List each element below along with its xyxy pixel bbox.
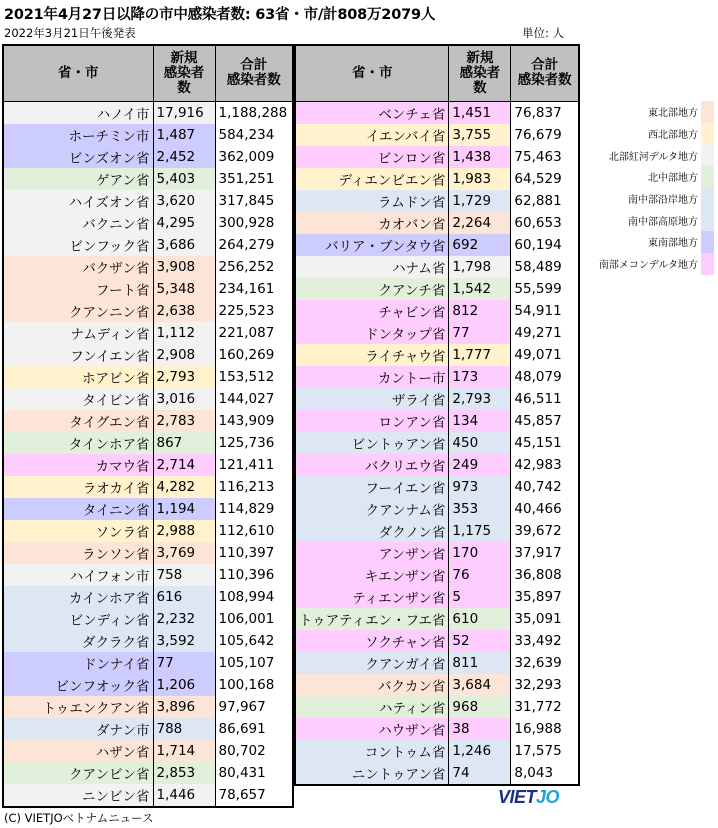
table-row [295, 234, 579, 256]
total-cases-cell: 112,610 [215, 520, 293, 542]
new-cases-cell: 1,206 [153, 674, 215, 696]
table-row [295, 498, 579, 520]
legend-label: 南部メコンデルタ地方 [598, 260, 698, 272]
total-cases-cell: 351,251 [215, 168, 293, 190]
table-row [3, 388, 293, 410]
legend-swatch [701, 144, 714, 166]
province-name: ダナン市 [3, 718, 153, 740]
legend-label: 北部紅河デルタ地方 [608, 151, 698, 163]
total-cases-cell: 62,881 [511, 190, 579, 212]
table-row [3, 168, 293, 190]
new-cases-cell: 1,777 [449, 344, 511, 366]
total-cases-cell: 55,599 [511, 278, 579, 300]
province-name: ロンアン省 [295, 410, 449, 432]
province-name: ビンロン省 [295, 146, 449, 168]
legend-label: 北中部地方 [648, 173, 698, 185]
table-row [295, 740, 579, 762]
legend-item [578, 209, 714, 231]
legend-item [578, 123, 714, 145]
total-cases-cell: 143,909 [215, 410, 293, 432]
new-cases-cell: 170 [449, 542, 511, 564]
province-name: イエンバイ省 [295, 124, 449, 146]
new-cases-cell: 2,793 [449, 388, 511, 410]
new-cases-cell: 134 [449, 410, 511, 432]
table-row [295, 388, 579, 410]
new-cases-cell: 2,264 [449, 212, 511, 234]
table-row [3, 322, 293, 344]
legend-item [578, 253, 714, 275]
province-name: ダクノン省 [295, 520, 449, 542]
table-row [295, 278, 579, 300]
province-name: フーイエン省 [295, 476, 449, 498]
legend-item [578, 188, 714, 210]
new-cases-cell: 1,194 [153, 498, 215, 520]
new-cases-cell: 968 [449, 696, 511, 718]
table-row [3, 101, 293, 124]
new-cases-cell: 811 [449, 652, 511, 674]
legend-item [578, 144, 714, 166]
province-name: ハイフォン市 [3, 564, 153, 586]
total-cases-cell: 37,917 [511, 542, 579, 564]
header-total-cases: 合計 感染者数 [215, 45, 293, 101]
province-name: ハティン省 [295, 696, 449, 718]
new-cases-cell: 5,403 [153, 168, 215, 190]
table-row [295, 256, 579, 278]
legend-label: 東北部地方 [648, 108, 698, 120]
new-cases-cell: 1,438 [449, 146, 511, 168]
province-name: カオバン省 [295, 212, 449, 234]
table-row [295, 300, 579, 322]
table-row [295, 762, 579, 785]
total-cases-cell: 54,911 [511, 300, 579, 322]
province-name: カインホア省 [3, 586, 153, 608]
new-cases-cell: 973 [449, 476, 511, 498]
total-cases-cell: 49,071 [511, 344, 579, 366]
new-cases-cell: 867 [153, 432, 215, 454]
new-cases-cell: 2,793 [153, 366, 215, 388]
logo-text-viet: VIET [498, 787, 537, 807]
table-row [3, 278, 293, 300]
table-row [295, 630, 579, 652]
legend-label: 南中部沿岸地方 [628, 195, 698, 207]
total-cases-cell: 144,027 [215, 388, 293, 410]
table-row [3, 542, 293, 564]
total-cases-cell: 42,983 [511, 454, 579, 476]
province-name: ビンフオック省 [3, 674, 153, 696]
province-name: クアンニン省 [3, 300, 153, 322]
total-cases-cell: 221,087 [215, 322, 293, 344]
table-row [3, 564, 293, 586]
legend-item [578, 166, 714, 188]
table-row [3, 454, 293, 476]
header-new-cases: 新規 感染者 数 [153, 45, 215, 101]
publish-date: 2022年3月21日午後発表 [4, 26, 136, 40]
table-row [3, 366, 293, 388]
new-cases-cell: 1,487 [153, 124, 215, 146]
table-row [295, 410, 579, 432]
new-cases-cell: 3,620 [153, 190, 215, 212]
province-name: ゲアン省 [3, 168, 153, 190]
province-name: ライチャウ省 [295, 344, 449, 366]
total-cases-cell: 264,279 [215, 234, 293, 256]
new-cases-cell: 3,684 [449, 674, 511, 696]
province-name: フート省 [3, 278, 153, 300]
new-cases-cell: 758 [153, 564, 215, 586]
new-cases-cell: 3,896 [153, 696, 215, 718]
province-name: クアンチ省 [295, 278, 449, 300]
legend-swatch [701, 209, 714, 231]
table-row [295, 674, 579, 696]
province-name: タイニン省 [3, 498, 153, 520]
table-row [295, 652, 579, 674]
new-cases-cell: 2,908 [153, 344, 215, 366]
vietjo-logo [498, 787, 559, 808]
province-name: ティエンザン省 [295, 586, 449, 608]
table-row [3, 234, 293, 256]
legend-item [578, 231, 714, 253]
new-cases-cell: 2,853 [153, 762, 215, 784]
new-cases-cell: 4,295 [153, 212, 215, 234]
total-cases-cell: 584,234 [215, 124, 293, 146]
new-cases-cell: 3,755 [449, 124, 511, 146]
table-row [295, 344, 579, 366]
new-cases-cell: 1,714 [153, 740, 215, 762]
province-name: ラムドン省 [295, 190, 449, 212]
total-cases-cell: 40,742 [511, 476, 579, 498]
province-name: ディエンビエン省 [295, 168, 449, 190]
table-row [3, 608, 293, 630]
table-row [3, 300, 293, 322]
legend-label: 西北部地方 [648, 130, 698, 142]
total-cases-cell: 8,043 [511, 762, 579, 785]
new-cases-cell: 2,714 [153, 454, 215, 476]
new-cases-cell: 788 [153, 718, 215, 740]
new-cases-cell: 1,729 [449, 190, 511, 212]
legend-swatch [701, 188, 714, 210]
total-cases-cell: 31,772 [511, 696, 579, 718]
table-row [295, 542, 579, 564]
table-row [295, 696, 579, 718]
new-cases-cell: 1,798 [449, 256, 511, 278]
province-name: バクカン省 [295, 674, 449, 696]
province-name: アンザン省 [295, 542, 449, 564]
table-row [3, 652, 293, 674]
new-cases-cell: 249 [449, 454, 511, 476]
cases-table-right [294, 44, 580, 786]
new-cases-cell: 450 [449, 432, 511, 454]
legend-label: 東南部地方 [648, 238, 698, 250]
province-name: ソクチャン省 [295, 630, 449, 652]
total-cases-cell: 153,512 [215, 366, 293, 388]
total-cases-cell: 86,691 [215, 718, 293, 740]
total-cases-cell: 78,657 [215, 784, 293, 807]
province-name: ダクラク省 [3, 630, 153, 652]
new-cases-cell: 76 [449, 564, 511, 586]
total-cases-cell: 60,653 [511, 212, 579, 234]
province-name: ビンズオン省 [3, 146, 153, 168]
new-cases-cell: 17,916 [153, 101, 215, 124]
table-row [3, 124, 293, 146]
table-row [3, 674, 293, 696]
province-name: バクニン省 [3, 212, 153, 234]
table-row [3, 476, 293, 498]
province-name: カントー市 [295, 366, 449, 388]
legend-swatch [701, 101, 714, 123]
new-cases-cell: 77 [449, 322, 511, 344]
table-row [295, 212, 579, 234]
province-name: ニントゥアン省 [295, 762, 449, 785]
total-cases-cell: 108,994 [215, 586, 293, 608]
total-cases-cell: 75,463 [511, 146, 579, 168]
legend-swatch [701, 123, 714, 145]
table-row [295, 432, 579, 454]
total-cases-cell: 16,988 [511, 718, 579, 740]
new-cases-cell: 3,686 [153, 234, 215, 256]
new-cases-cell: 2,638 [153, 300, 215, 322]
province-name: ハウザン省 [295, 718, 449, 740]
total-cases-cell: 45,151 [511, 432, 579, 454]
new-cases-cell: 5 [449, 586, 511, 608]
table-row [295, 190, 579, 212]
table-row [295, 520, 579, 542]
table-row [3, 498, 293, 520]
total-cases-cell: 58,489 [511, 256, 579, 278]
region-legend [578, 101, 714, 275]
province-name: ハノイ市 [3, 101, 153, 124]
new-cases-cell: 610 [449, 608, 511, 630]
legend-label: 南中部高原地方 [628, 216, 698, 228]
new-cases-cell: 2,783 [153, 410, 215, 432]
new-cases-cell: 1,542 [449, 278, 511, 300]
table-row [295, 101, 579, 124]
total-cases-cell: 105,642 [215, 630, 293, 652]
new-cases-cell: 1,175 [449, 520, 511, 542]
total-cases-cell: 1,188,288 [215, 101, 293, 124]
province-name: トゥアティエン・フエ省 [295, 608, 449, 630]
total-cases-cell: 121,411 [215, 454, 293, 476]
province-name: ホーチミン市 [3, 124, 153, 146]
table-row [295, 608, 579, 630]
province-name: ビンフック省 [3, 234, 153, 256]
total-cases-cell: 60,194 [511, 234, 579, 256]
total-cases-cell: 35,091 [511, 608, 579, 630]
table-row [295, 564, 579, 586]
new-cases-cell: 52 [449, 630, 511, 652]
province-name: ナムディン省 [3, 322, 153, 344]
table-row [295, 146, 579, 168]
new-cases-cell: 38 [449, 718, 511, 740]
table-row [295, 718, 579, 740]
table-row [3, 190, 293, 212]
province-name: キエンザン省 [295, 564, 449, 586]
province-name: ビンディン省 [3, 608, 153, 630]
total-cases-cell: 125,736 [215, 432, 293, 454]
new-cases-cell: 353 [449, 498, 511, 520]
total-cases-cell: 36,808 [511, 564, 579, 586]
new-cases-cell: 1,446 [153, 784, 215, 807]
province-name: バクザン省 [3, 256, 153, 278]
province-name: ザライ省 [295, 388, 449, 410]
province-name: ホアビン省 [3, 366, 153, 388]
province-name: ランソン省 [3, 542, 153, 564]
total-cases-cell: 76,679 [511, 124, 579, 146]
new-cases-cell: 3,908 [153, 256, 215, 278]
table-row [3, 762, 293, 784]
new-cases-cell: 1,451 [449, 101, 511, 124]
total-cases-cell: 46,511 [511, 388, 579, 410]
new-cases-cell: 5,348 [153, 278, 215, 300]
new-cases-cell: 74 [449, 762, 511, 785]
province-name: クアンナム省 [295, 498, 449, 520]
table-row [3, 432, 293, 454]
total-cases-cell: 160,269 [215, 344, 293, 366]
province-name: ハイズオン省 [3, 190, 153, 212]
new-cases-cell: 2,232 [153, 608, 215, 630]
total-cases-cell: 32,639 [511, 652, 579, 674]
new-cases-cell: 2,988 [153, 520, 215, 542]
province-name: タイグエン省 [3, 410, 153, 432]
total-cases-cell: 48,079 [511, 366, 579, 388]
total-cases-cell: 76,837 [511, 101, 579, 124]
table-row [295, 586, 579, 608]
province-name: クアンガイ省 [295, 652, 449, 674]
total-cases-cell: 110,396 [215, 564, 293, 586]
total-cases-cell: 40,466 [511, 498, 579, 520]
new-cases-cell: 1,983 [449, 168, 511, 190]
total-cases-cell: 234,161 [215, 278, 293, 300]
total-cases-cell: 32,293 [511, 674, 579, 696]
total-cases-cell: 35,897 [511, 586, 579, 608]
table-row [3, 520, 293, 542]
new-cases-cell: 3,016 [153, 388, 215, 410]
header-province: 省・市 [3, 45, 153, 101]
table-row [3, 630, 293, 652]
total-cases-cell: 100,168 [215, 674, 293, 696]
province-name: フンイエン省 [3, 344, 153, 366]
total-cases-cell: 116,213 [215, 476, 293, 498]
province-name: クアンビン省 [3, 762, 153, 784]
total-cases-cell: 110,397 [215, 542, 293, 564]
province-name: ハザン省 [3, 740, 153, 762]
table-row [3, 410, 293, 432]
total-cases-cell: 105,107 [215, 652, 293, 674]
legend-swatch [701, 253, 714, 275]
legend-swatch [701, 166, 714, 188]
total-cases-cell: 362,009 [215, 146, 293, 168]
table-row [3, 256, 293, 278]
total-cases-cell: 80,431 [215, 762, 293, 784]
province-name: カマウ省 [3, 454, 153, 476]
total-cases-cell: 114,829 [215, 498, 293, 520]
total-cases-cell: 317,845 [215, 190, 293, 212]
new-cases-cell: 3,769 [153, 542, 215, 564]
total-cases-cell: 49,271 [511, 322, 579, 344]
total-cases-cell: 300,928 [215, 212, 293, 234]
province-name: ハナム省 [295, 256, 449, 278]
new-cases-cell: 616 [153, 586, 215, 608]
header-total-cases: 合計 感染者数 [511, 45, 579, 101]
province-name: チャビン省 [295, 300, 449, 322]
page-title: 2021年4月27日以降の市中感染者数: 63省・市/計808万2079人 [4, 7, 436, 23]
new-cases-cell: 3,592 [153, 630, 215, 652]
total-cases-cell: 45,857 [511, 410, 579, 432]
province-name: タイビン省 [3, 388, 153, 410]
table-row [3, 344, 293, 366]
legend-item [578, 101, 714, 123]
logo-text-jo: JO [536, 787, 560, 807]
new-cases-cell: 77 [153, 652, 215, 674]
header-new-cases: 新規 感染者 数 [449, 45, 511, 101]
table-row [3, 146, 293, 168]
table-row [3, 784, 293, 807]
new-cases-cell: 1,246 [449, 740, 511, 762]
table-row [295, 322, 579, 344]
table-row [295, 476, 579, 498]
new-cases-cell: 4,282 [153, 476, 215, 498]
table-row [3, 740, 293, 762]
total-cases-cell: 106,001 [215, 608, 293, 630]
table-row [295, 124, 579, 146]
province-name: ドンタップ省 [295, 322, 449, 344]
total-cases-cell: 225,523 [215, 300, 293, 322]
province-name: ベンチェ省 [295, 101, 449, 124]
province-name: ドンナイ省 [3, 652, 153, 674]
province-name: ビントゥアン省 [295, 432, 449, 454]
copyright: (C) VIETJOベトナムニュース [4, 811, 154, 825]
new-cases-cell: 2,452 [153, 146, 215, 168]
total-cases-cell: 97,967 [215, 696, 293, 718]
province-name: トゥエンクアン省 [3, 696, 153, 718]
table-row [3, 718, 293, 740]
unit-label: 単位: 人 [522, 26, 565, 40]
table-row [3, 212, 293, 234]
total-cases-cell: 33,492 [511, 630, 579, 652]
table-row [3, 586, 293, 608]
province-name: バクリエウ省 [295, 454, 449, 476]
province-name: ソンラ省 [3, 520, 153, 542]
total-cases-cell: 80,702 [215, 740, 293, 762]
cases-table-left [2, 44, 294, 808]
new-cases-cell: 812 [449, 300, 511, 322]
total-cases-cell: 64,529 [511, 168, 579, 190]
province-name: コントゥム省 [295, 740, 449, 762]
province-name: ラオカイ省 [3, 476, 153, 498]
province-name: バリア・ブンタウ省 [295, 234, 449, 256]
new-cases-cell: 173 [449, 366, 511, 388]
table-row [3, 696, 293, 718]
total-cases-cell: 256,252 [215, 256, 293, 278]
table-row [295, 454, 579, 476]
legend-swatch [701, 231, 714, 253]
province-name: ニンビン省 [3, 784, 153, 807]
header-province: 省・市 [295, 45, 449, 101]
province-name: タインホア省 [3, 432, 153, 454]
total-cases-cell: 39,672 [511, 520, 579, 542]
table-row [295, 366, 579, 388]
total-cases-cell: 17,575 [511, 740, 579, 762]
new-cases-cell: 692 [449, 234, 511, 256]
new-cases-cell: 1,112 [153, 322, 215, 344]
table-row [295, 168, 579, 190]
